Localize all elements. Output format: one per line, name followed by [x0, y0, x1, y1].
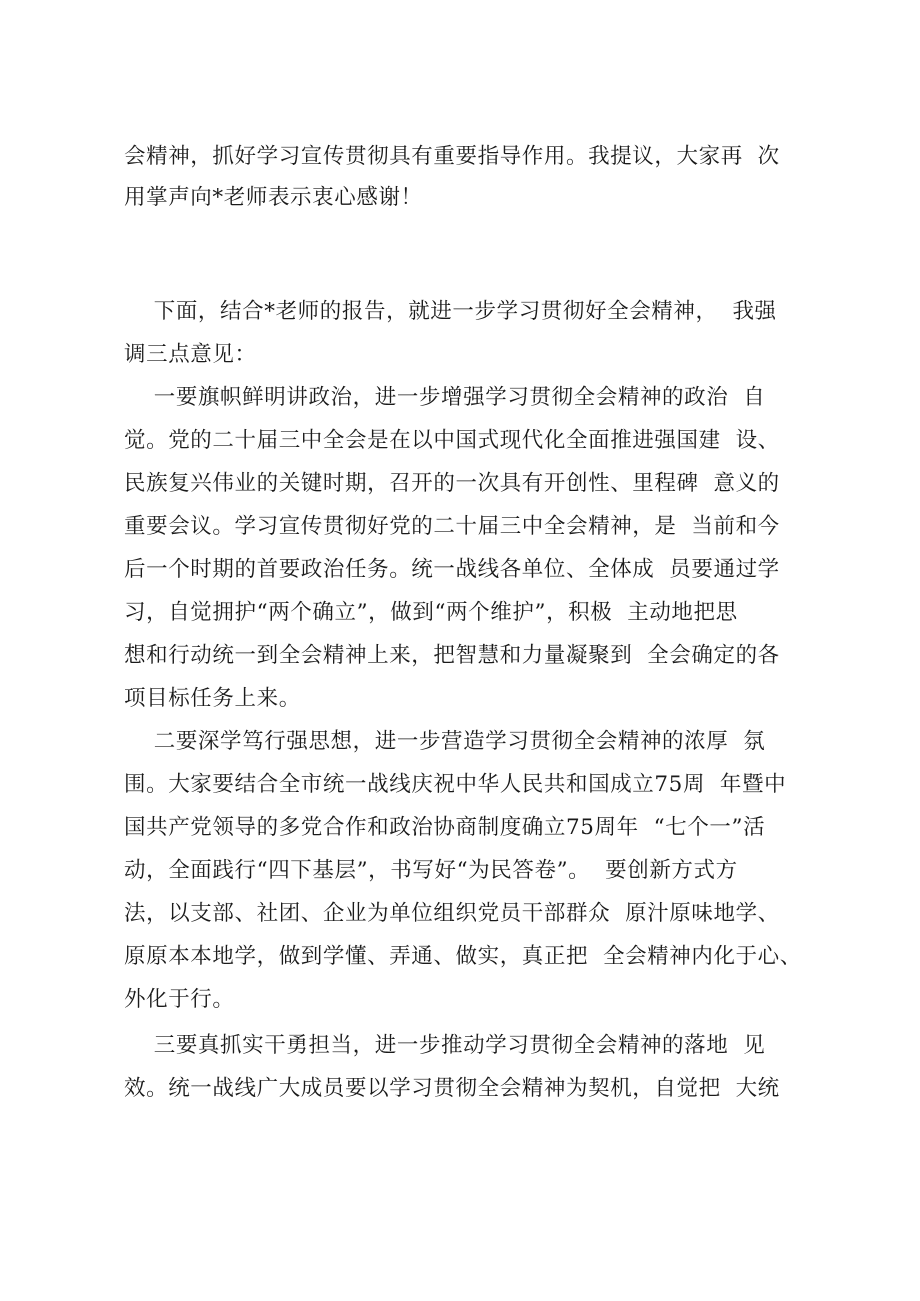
text-line: 下面，结合*老师的报告，就进一步学习贯彻好全会精神， 我强	[124, 299, 777, 324]
text-line: 重要会议。学习宣传贯彻好党的二十届三中全会精神，是 当前和今	[124, 514, 780, 539]
text-line: 会精神，抓好学习宣传贯彻具有重要指导作用。我提议，大家再 次	[124, 144, 780, 169]
text-line: 习，自觉拥护“两个确立”，做到“两个维护”，积极 主动地把思	[124, 600, 738, 625]
text-line: 动，全面践行“四下基层”，书写好“为民答卷”。 要创新方式方	[124, 858, 738, 883]
text-line: 外化于行。	[124, 987, 235, 1012]
text-line: 原原本本地学，做到学懂、弄通、做实，真正把 全会精神内化于心、	[124, 944, 802, 969]
text-line: 围。大家要结合全市统一战线庆祝中华人民共和国成立75周 年暨中	[124, 772, 787, 797]
text-line: 项目标任务上来。	[124, 686, 301, 711]
text-line: 想和行动统一到全会精神上来，把智慧和力量凝聚到 全会确定的各	[124, 643, 780, 668]
text-line: 一要旗帜鲜明讲政治，进一步增强学习贯彻全会精神的政治 自	[124, 385, 766, 410]
text-line: 后一个时期的首要政治任务。统一战线各单位、全体成 员要通过学	[124, 557, 780, 582]
text-line: 效。统一战线广大成员要以学习贯彻全会精神为契机，自觉把 大统	[124, 1076, 780, 1101]
text-line: 觉。党的二十届三中全会是在以中国式现代化全面推进强国建 设、	[124, 428, 780, 453]
text-line: 二要深学笃行强思想，进一步营造学习贯彻全会精神的浓厚 氛	[124, 729, 766, 754]
text-line: 调三点意见：	[124, 342, 257, 367]
text-line: 国共产党领导的多党合作和政治协商制度确立75周年 “七个一”活	[124, 815, 766, 840]
text-line: 用掌声向*老师表示衷心感谢！	[124, 185, 423, 210]
text-line: 民族复兴伟业的关键时期，召开的一次具有开创性、里程碑 意义的	[124, 471, 780, 496]
text-line: 法，以支部、社团、企业为单位组织党员干部群众 原汁原味地学、	[124, 901, 780, 926]
text-line: 三要真抓实干勇担当，进一步推动学习贯彻全会精神的落地 见	[124, 1033, 766, 1058]
